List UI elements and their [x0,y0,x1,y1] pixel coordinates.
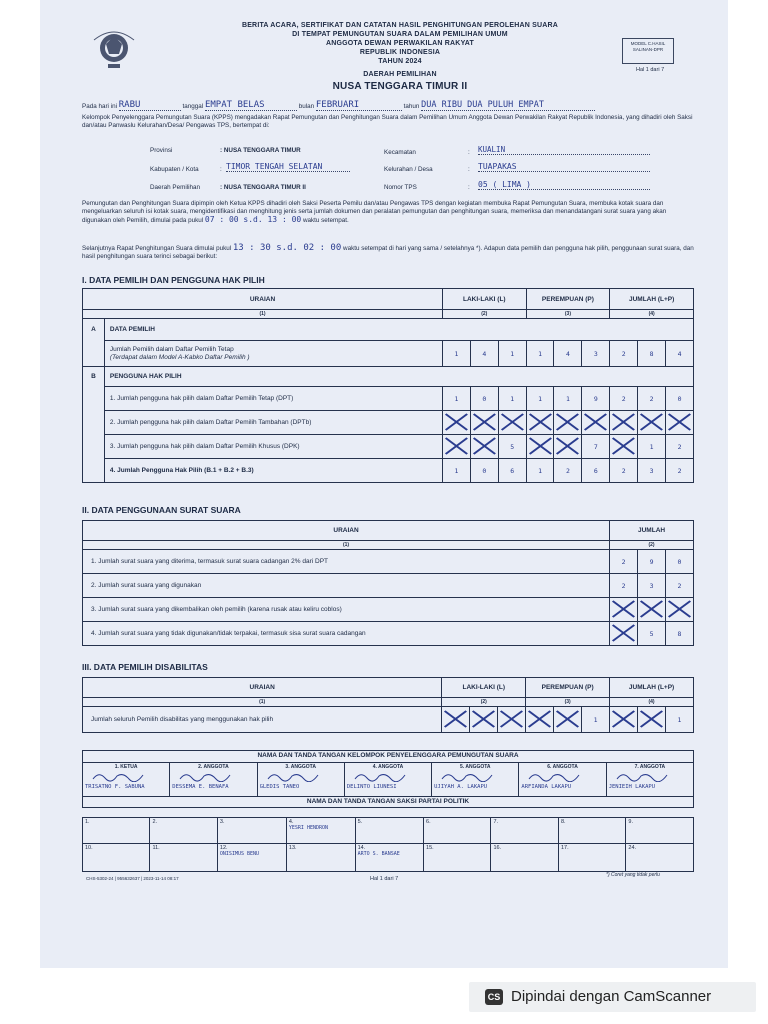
intro-text: Kelompok Penyelenggara Pemungutan Suara (KPPS) mengadakan Rapat Pemungutan dan Penghitungan Suara dalam Pemilihan Umum Anggota Dewan Perwakilan Rakyat Republik Indonesia, yang dihadiri oleh Saksi dan/atau Panwaslu Kelurahan/Desa/ Pengawas TPS, bertempat di: [82,114,693,129]
header-line4: REPUBLIK INDONESIA [359,49,441,56]
s1-b-value: 2 [638,387,666,411]
s2-value: 3 [638,574,666,598]
saksi-cell [626,818,694,844]
cross-mark-icon [638,709,665,729]
saksi-number: 15. [426,845,434,851]
cross-mark-icon [527,412,554,432]
saksi-number: 16. [493,845,502,851]
header-line3: ANGGOTA DEWAN PERWAKILAN RAKYAT [325,40,475,47]
s1-col-p: PEREMPUAN (P) [526,289,610,310]
s1-b-value: 0 [470,459,498,483]
s2-n1: (1) [83,541,610,550]
s2-row-label: 1. Jumlah surat suara yang diterima, termasuk surat suara cadangan 2% dari DPT [83,550,610,574]
s2-value: 2 [610,574,638,598]
cross-mark-icon [554,412,581,432]
cross-mark-icon [638,412,665,432]
s2-value [638,598,666,622]
cross-mark-icon [610,709,637,729]
s3-n4: (4) [610,698,694,707]
s1-a-value-3: 1 [498,341,526,367]
hari-value: RABU [119,101,181,111]
s3-col-lp: JUMLAH (L+P) [610,678,694,698]
s1-b-value: 1 [554,387,582,411]
s1-b-value: 2 [666,435,694,459]
kpps-signature-cell [83,763,170,797]
s2-value [666,598,694,622]
s1-b-value: 3 [638,459,666,483]
saksi-name: ONISIMUS BENU [219,851,260,857]
cross-mark-icon [554,709,581,729]
kpu-logo [84,22,144,78]
s1-a-value-1: 1 [443,341,471,367]
saksi-cell [558,844,625,872]
signature-scribble [609,770,679,782]
saksi-number: 12. [219,845,228,851]
pada-hari-label: Pada hari ini [82,103,118,110]
s2-n2: (2) [610,541,694,550]
cross-mark-icon [499,412,526,432]
s3-col-p: PEREMPUAN (P) [526,678,610,698]
s1-a-value-9: 4 [666,341,694,367]
saksi-number: 14. [357,845,366,851]
s1-n4: (4) [610,310,694,319]
saksi-title: NAMA DAN TANDA TANGAN SAKSI PARTAI POLITIK [83,797,694,808]
signature-scribble [260,770,330,782]
s1-b-value [498,411,526,435]
s1-b-row-label: 2. Jumlah pengguna hak pilih dalam Daftar Pemilih Tambahan (DPTb) [104,411,442,435]
kpps-name: TRISATNO F. SABUNA [85,784,145,790]
s1-a-value-5: 4 [554,341,582,367]
saksi-number: 3. [219,819,225,825]
s1-b-value [470,411,498,435]
saksi-cell [83,844,150,872]
s2-value [610,622,638,646]
start-time: 07 : 00 s.d. 13 : 00 [204,215,302,224]
s1-col-l: LAKI-LAKI (L) [443,289,527,310]
cross-mark-icon [443,412,470,432]
saksi-cell [150,844,217,872]
body-paragraph-2 [82,244,694,261]
count-time: 13 : 30 s.d. 02 : 00 [232,243,342,253]
s3-value [526,707,554,733]
s2-value: 0 [666,550,694,574]
saksi-number: 7. [493,819,499,825]
s1-b-value [554,435,582,459]
s2-value: 9 [638,550,666,574]
saksi-table [82,817,694,872]
header-line5: TAHUN 2024 [378,58,422,65]
cross-mark-icon [443,436,470,456]
s1-a-value-4: 1 [526,341,554,367]
s1-b-value [526,411,554,435]
saksi-cell [491,818,558,844]
s1-b-value: 6 [582,459,610,483]
s3-value [610,707,638,733]
s1-b-value: 0 [470,387,498,411]
s1-b-value [610,411,638,435]
s1-b-value: 2 [666,459,694,483]
s3-value: 1 [582,707,610,733]
kpps-signature-cell [606,763,693,797]
s2-value: 2 [666,574,694,598]
s1-col-lp: JUMLAH (L+P) [610,289,694,310]
s1-b-value: 5 [498,435,526,459]
s2-value: 2 [610,550,638,574]
saksi-cell [424,818,491,844]
s1-b-value: 2 [554,459,582,483]
s3-col-uraian: URAIAN [83,678,442,698]
s2-row-label: 3. Jumlah surat suara yang dikembalikan oleh pemilih (karena rusak atau keliru coblos) [83,598,610,622]
header-line1: BERITA ACARA, SERTIFIKAT DAN CATATAN HASIL PENGHITUNGAN PEROLEHAN SUARA [241,22,559,29]
s1-b-row-label: 4. Jumlah Pengguna Hak Pilih (B.1 + B.2 + B.3) [104,459,442,483]
s1-b-value: 7 [582,435,610,459]
kpps-role: 3. ANGGOTA [285,764,316,770]
tps-value: 05 ( LIMA ) [478,180,650,190]
s1-a-title: DATA PEMILIH [104,319,693,341]
s1-b-value: 1 [526,459,554,483]
saksi-number: 11. [152,845,160,851]
saksi-cell [217,818,286,844]
s3-row-label: Jumlah seluruh Pemilih disabilitas yang menggunakan hak pilih [83,707,442,733]
s1-a-label: A [83,319,105,367]
body-paragraph-1 [82,200,694,225]
saksi-cell [150,818,217,844]
s1-b-label: B [83,367,105,483]
kecamatan-label: Kecamatan [384,149,416,156]
saksi-number: 6. [426,819,431,825]
s1-b-value: 6 [498,459,526,483]
body-p1-end: waktu setempat. [302,217,349,224]
s1-b-value [554,411,582,435]
kecamatan-value: KUALIN [478,145,650,155]
kelurahan-value: TUAPAKAS [478,162,650,172]
s1-b-value [443,435,471,459]
saksi-number: 4. [288,819,294,825]
dapil-label: Daerah Pemilihan [150,184,201,191]
kabupaten-label: Kabupaten / Kota [150,166,199,173]
signature-scribble [521,770,591,782]
s1-b-row-label: 1. Jumlah pengguna hak pilih dalam Daftar Pemilih Tetap (DPT) [104,387,442,411]
saksi-cell [83,818,150,844]
s1-b-value [526,435,554,459]
signature-scribble [85,770,155,782]
signature-scribble [172,770,242,782]
s1-b-title: PENGGUNA HAK PILIH [104,367,693,387]
s1-a-row1-text: Jumlah Pemilih dalam Daftar Pemilih Tetap [109,345,234,353]
s1-col-uraian: URAIAN [83,289,443,310]
s3-n1: (1) [83,698,442,707]
page-number: Hal 1 dari 7 [636,67,665,73]
saksi-number: 24. [628,845,637,851]
saksi-cell [626,844,694,872]
kpps-title: NAMA DAN TANDA TANGAN KELOMPOK PENYELENGGARA PEMUNGUTAN SUARA [83,751,694,763]
saksi-cell [355,844,423,872]
cross-mark-icon [638,599,665,619]
kabupaten-value: TIMOR TENGAH SELATAN [226,162,350,172]
intro-line [82,101,692,111]
saksi-number: 9. [628,819,634,825]
s1-b-value [666,411,694,435]
header-line6: DAERAH PEMILIHAN [363,71,437,78]
saksi-name: ARTO S. BANSAE [357,851,400,857]
saksi-cell [558,818,625,844]
s1-n2: (2) [443,310,527,319]
s2-value [610,598,638,622]
cross-mark-icon [666,599,693,619]
body-p1-text: Pemungutan dan Penghitungan Suara dipimpin oleh Ketua KPPS dihadiri oleh Saksi Peserta Pemilu dan/atau Pengawas TPS dengan kegiatan membuka Rapat Pemungutan Suara, membuka kotak suara dan mengeluarkan seluruh isi kotak suara, mengidentifikasi dan menghitung jenis serta jumlah dokumen dan peralatan pemungutan dan penghitungan suara, memeriksa dan menandatangani surat suara yang akan digunakan oleh Pemilih, dimulai pada pukul [82,200,667,224]
s2-value: 8 [666,622,694,646]
cross-mark-icon [610,599,637,619]
cross-mark-icon [610,412,637,432]
s1-b-value: 0 [666,387,694,411]
cross-mark-icon [498,709,525,729]
s1-b-value [582,411,610,435]
kpps-name: JENIEIH LAKAPU [608,784,656,790]
cross-mark-icon [470,709,497,729]
s1-b-value: 1 [638,435,666,459]
signature-scribble [434,770,504,782]
tahun-value: DUA RIBU DUA PULUH EMPAT [421,101,595,111]
section1-table [82,288,694,483]
saksi-cell [286,844,355,872]
kpps-name: ARFIANDA LAKAPU [521,784,572,790]
bulan-value: FEBRUARI [316,101,402,111]
cross-mark-icon [582,412,609,432]
cross-mark-icon [471,436,498,456]
tanggal-value: EMPAT BELAS [205,101,297,111]
saksi-cell [217,844,286,872]
kelurahan-label: Kelurahan / Desa [384,166,433,173]
cross-mark-icon [442,709,469,729]
s1-b-value: 2 [610,387,638,411]
kpps-role: 2. ANGGOTA [198,764,229,770]
s1-a-value-7: 2 [610,341,638,367]
bulan-label: bulan [298,103,315,110]
section2-title: II. DATA PENGGUNAAN SURAT SUARA [82,505,241,515]
camscanner-text: Dipindai dengan CamScanner [511,988,712,1005]
model-box: MODEL C.HASIL SALINAN-DPR [622,38,674,64]
saksi-cell [491,844,558,872]
kpps-signature-cell [432,763,519,797]
cross-mark-icon [610,436,637,456]
s1-b-value [610,435,638,459]
s3-value [638,707,666,733]
s1-n3: (3) [526,310,610,319]
camscanner-badge [469,982,756,1012]
saksi-cell [286,818,355,844]
section1-title: I. DATA PEMILIH DAN PENGGUNA HAK PILIH [82,275,265,285]
s2-row-label: 4. Jumlah surat suara yang tidak digunakan/tidak terpakai, termasuk sisa surat suara cadangan [83,622,610,646]
s3-n3: (3) [526,698,610,707]
s3-value: 1 [666,707,694,733]
s1-b-value [638,411,666,435]
tanggal-label: tanggal [182,103,204,110]
s3-value [470,707,498,733]
s2-col-uraian: URAIAN [83,521,610,541]
s3-value [554,707,582,733]
s1-b-value [443,411,471,435]
s1-n1: (1) [83,310,443,319]
body-p2-text: Selanjutnya Rapat Penghitungan Suara dimulai pukul [82,245,232,252]
saksi-number: 2. [152,819,158,825]
section2-table [82,520,694,646]
s1-a-value-8: 8 [638,341,666,367]
camscanner-icon: CS [485,989,503,1005]
header-line7: NUSA TENGGARA TIMUR II [332,81,468,92]
cross-mark-icon [666,412,693,432]
s1-a-value-2: 4 [470,341,498,367]
s1-b-value: 9 [582,387,610,411]
kpps-role: 5. ANGGOTA [459,764,491,770]
kpps-role: 6. ANGGOTA [547,764,578,770]
saksi-number: 17. [560,845,569,851]
kpps-signature-cell [170,763,257,797]
body-p2-end: waktu setempat di hari yang sama / setelahnya *). Adapun data pemilih dan pengguna hak pilih, penggunaan surat suara, dan hasil penghitungan suara terinci sebagai berikut: [82,245,694,260]
s1-a-row1-sub: (Terdapat dalam Model A-Kabko Daftar Pemilih ) [109,353,250,361]
tahun-label: tahun [403,103,420,110]
s3-value [498,707,526,733]
s3-n2: (2) [442,698,526,707]
cross-mark-icon [526,709,553,729]
cross-mark-icon [527,436,554,456]
saksi-number: 13. [288,845,297,851]
s1-b-value: 2 [610,459,638,483]
kpps-signature-cell [519,763,606,797]
kpps-name: UJIYAH A. LAKAPU [434,784,488,790]
saksi-number: 1. [85,819,90,825]
kpps-name: DESSEMA E. BENAFA [172,784,229,790]
cross-mark-icon [554,436,581,456]
s1-a-row1-label [104,341,442,367]
kpps-signature-cell [257,763,344,797]
tps-label: Nomor TPS [384,184,417,191]
kpps-role: 7. ANGGOTA [634,764,666,770]
section3-table [82,677,694,733]
saksi-number: 8. [560,819,566,825]
kpps-role: 1. KETUA [114,764,138,770]
provinsi-value: : NUSA TENGGARA TIMUR [220,147,301,154]
section3-title: III. DATA PEMILIH DISABILITAS [82,662,208,672]
s1-b-value: 1 [498,387,526,411]
s1-b-value: 1 [443,387,471,411]
s2-row-label: 2. Jumlah surat suara yang digunakan [83,574,610,598]
kpps-signature-cell [344,763,431,797]
provinsi-label: Provinsi [150,147,173,154]
document-page: BERITA ACARA, SERTIFIKAT DAN CATATAN HASIL PENGHITUNGAN PEROLEHAN SUARA DI TEMPAT PEMUNGUTAN SUARA DALAM PEMILIHAN UMUM ANGGOTA DEWAN PERWAKILAN RAKYAT REPUBLIK INDONESIA TAHUN 2024 DAERAH PEMILIHAN NUSA TENGGARA TIMUR II MODEL C.HASIL SALINAN-DPR Hal 1 dari 7 Pada hari ini RABU tanggal EMPAT BELAS bulan FEBRUARI tahun DUA RIBU DUA PULUH EMPAT Kelompok Penyelenggara Pemungutan Suara (KPPS) mengadakan Rapat Pemungutan dan Penghitungan Suara dalam Pemilihan Umum Anggota Dewan Perwakilan Rakyat Republik Indonesia, yang dihadiri oleh Saksi dan/atau Panwaslu Kelurahan/Desa/ Pengawas TPS, bertempat di: Provinsi : NUSA TENGGARA TIMUR Kabupaten / Kota : TIMOR TENGAH SELATAN Daerah Pemilihan : NUSA TENGGARA TIMUR II Kecamatan : KUALIN Kelurahan / Desa : TUAPAKAS Nomor TPS : 05 ( LIMA ) Pemungutan dan Penghitungan Suara dipimpin oleh Ketua KPPS dihadiri oleh Saksi Peserta Pemilu dan/atau Pengawas TPS dengan kegiatan membuka Rapat Pemungutan Suara, membuka kotak suara dan mengeluarkan seluruh isi kotak suara, mengidentifikasi dan menghitung jenis serta jumlah dokumen dan peralatan pemungutan dan penghitungan suara, memeriksa dan menandatangani surat suara yang akan digunakan oleh Pemilih, dimulai pada pukul 07 : 00 s.d. 13 : 00 waktu setempat. Selanjutnya Rapat Penghitungan Suara dimulai pukul 13 : 30 s.d. 02 : 00 waktu setempat di hari yang sama / setelahnya *). Adapun data pemilih dan pengguna hak pilih, penggunaan surat suara, dan hasil penghitungan suara terinci sebagai berikut: I. DATA PEMILIH DAN PENGGUNA HAK PILIH URAIAN LAKI-LAKI (L) PEREMPUAN (P) JUMLAH (L+P) (1) (2) (3) (4) A DATA PEMILIH Jumlah Pemilih dalam Daftar Pemilih Tetap (Terdapat dalam Model A-Kabko Daftar Pemilih ) 1 4 1 1 4 3 2 8 4 B PENGGUNA HAK PILIH 1. Jumlah pengguna hak pilih dalam Daftar Pemilih Tetap (DPT) 1 0 1 1 1 9 2 2 0 2. Jumlah pengguna hak pilih dalam Daftar Pemilih Tambahan (DPTb) 3. Jumlah pengguna hak pilih dalam Daftar Pemilih Khusus (DPK) 5 7 1 2 4. Jumlah Pengguna Hak Pilih (B.1 + B.2 + B.3) 1 0 6 1 2 6 2 3 2 II. DATA PENGGUNAAN SURAT SUARA URAIAN JUMLAH (1) (2) 1. Jumlah surat suara yang diterima, termasuk surat suara cadangan 2% dari DPT 2 9 0 2. Jumlah surat suara yang digunakan 2 3 2 3. Jumlah surat suara yang dikembalikan oleh pemilih (karena rusak atau keliru coblos) 4. Jumlah surat suara yang tidak digunakan/tidak terpakai, termasuk sisa surat suara cadangan 5 8 III. DATA PEMILIH DISABILITAS URAIAN LAKI-LAKI (L) PEREMPUAN (P) JUMLAH (L+P) (1) (2) (3) (4) Jumlah seluruh Pemilih disabilitas yang menggunakan hak pilih 1 1 NAMA DAN TANDA TANGAN KELOMPOK PENYELENGGARA PEMUNGUTAN SUARA 1. KETUA TRISATNO F. SABUNA 2. ANGGOTA DESSEMA E. BENAFA 3. ANGGOTA GLEDIS TANEO 4. ANGGOTA DELINTO LIUNESI 5. ANGGOTA UJIYAH A. LAKAPU 6. ANGGOTA ARFIANDA LAKAPU 7. ANGGOTA JENIEIH LAKAPU NAMA DAN TANDA TANGAN SAKSI PARTAI POLITIK 1. 2. 3. 4. YESRI HENDRON 5. 6. 7. 8. 9. 10. 11. 12. ONISIMUS BENU 13. 14. ARTO S. BANSAE 15. 16. 17. 24. CHS-5302-24 | 955632637 | 2023-11-14 08:17 Hal 1 dari 7 *) Coret yang tidak perlu [40,0,728,968]
kpps-role: 4. ANGGOTA [372,764,404,770]
dapil-value: : NUSA TENGGARA TIMUR II [220,184,306,191]
saksi-number: 10. [85,845,93,851]
signature-scribble [347,770,417,782]
saksi-cell [355,818,423,844]
s1-a-value-6: 3 [582,341,610,367]
saksi-number: 5. [357,819,363,825]
footer-right: *) Coret yang tidak perlu [606,872,660,878]
saksi-cell [424,844,491,872]
footer-center: Hal 1 dari 7 [370,876,399,882]
kpps-name: DELINTO LIUNESI [346,784,397,790]
cross-mark-icon [610,623,637,643]
saksi-name: YESRI HENDRON [288,825,329,831]
kpps-name: GLEDIS TANEO [259,784,300,790]
s1-b-value [470,435,498,459]
s1-b-value: 1 [526,387,554,411]
header-line2: DI TEMPAT PEMUNGUTAN SUARA DALAM PEMILIHAN UMUM [292,31,508,38]
s1-b-row-label: 3. Jumlah pengguna hak pilih dalam Daftar Pemilih Khusus (DPK) [104,435,442,459]
s2-value: 5 [638,622,666,646]
s3-value [442,707,470,733]
signature-table [82,750,694,808]
footer-left: CHS-5302-24 | 955632637 | 2023-11-14 08:17 [86,876,179,881]
cross-mark-icon [471,412,498,432]
s3-col-l: LAKI-LAKI (L) [442,678,526,698]
s2-col-jumlah: JUMLAH [610,521,694,541]
s1-b-value: 1 [443,459,471,483]
